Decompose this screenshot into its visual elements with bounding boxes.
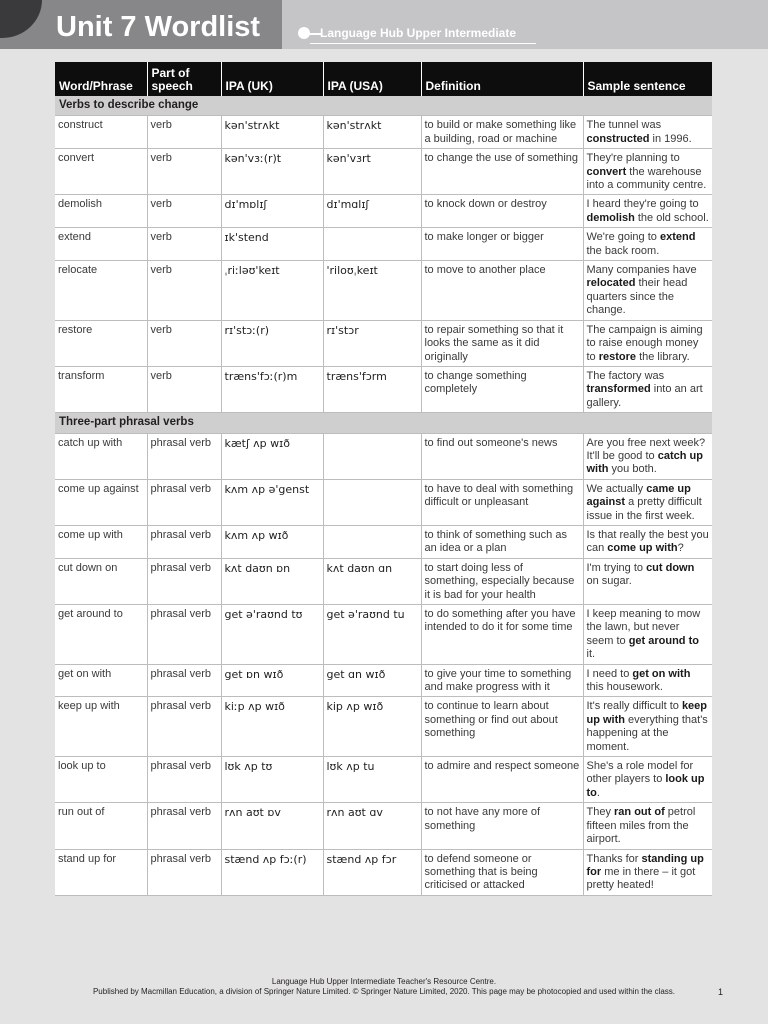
- ipa-usa-cell: kən'vɜrt: [323, 149, 421, 195]
- definition-cell: to think of something such as an idea or a plan: [421, 525, 583, 558]
- ipa-uk-cell: kʌt daʊn ɒn: [221, 558, 323, 604]
- sample-sentence-cell: [583, 757, 712, 803]
- sample-sentence-cell: [583, 697, 712, 757]
- ipa-usa-cell: stænd ʌp fɔr: [323, 849, 421, 895]
- brand-label: Language Hub Upper Intermediate: [320, 26, 517, 40]
- ipa-uk-cell: ˌriːləʊ'keɪt: [221, 261, 323, 321]
- word-cell: catch up with: [55, 433, 147, 479]
- sample-text: into an art gallery.: [586, 383, 703, 409]
- sample-sentence-cell: [583, 320, 712, 366]
- definition-cell: to admire and respect someone: [421, 757, 583, 803]
- ipa-uk-cell: get ə'raʊnd tʊ: [221, 605, 323, 665]
- definition-cell: to not have any more of something: [421, 803, 583, 849]
- sample-text: their head quarters since the change.: [586, 277, 688, 317]
- section-heading: Verbs to describe change: [55, 96, 712, 116]
- word-cell: convert: [55, 149, 147, 195]
- sample-highlight: relocated: [586, 277, 636, 290]
- sample-text: They: [586, 806, 615, 819]
- sample-sentence-cell: [583, 558, 712, 604]
- title-block: [0, 0, 282, 49]
- sample-highlight: extend: [659, 231, 696, 244]
- sample-sentence-cell: [583, 605, 712, 665]
- word-cell: extend: [55, 228, 147, 261]
- sample-text: They're planning to: [586, 152, 680, 165]
- sample-text: We're going to: [586, 231, 660, 244]
- definition-cell: to change something completely: [421, 366, 583, 412]
- section-heading: Three-part phrasal verbs: [55, 413, 712, 433]
- column-header-sample: Sample sentence: [583, 62, 712, 96]
- ipa-usa-cell: kən'strʌkt: [323, 116, 421, 149]
- wordlist-table: [55, 62, 712, 896]
- definition-cell: to continue to learn about something or find out about something: [421, 697, 583, 757]
- column-header-definition: Definition: [421, 62, 583, 96]
- word-cell: come up against: [55, 479, 147, 525]
- sample-sentence-cell: [583, 664, 712, 697]
- word-cell: get around to: [55, 605, 147, 665]
- word-cell: relocate: [55, 261, 147, 321]
- ipa-uk-cell: kʌm ʌp ə'genst: [221, 479, 323, 525]
- sample-text: She's a role model for other players to: [586, 760, 694, 786]
- sample-sentence-cell: [583, 525, 712, 558]
- sample-text: it.: [586, 648, 596, 661]
- sample-text: the old school.: [634, 211, 709, 224]
- table-row: [55, 149, 712, 195]
- sample-text: The tunnel was: [586, 119, 662, 132]
- ipa-uk-cell: kʌm ʌp wɪð: [221, 525, 323, 558]
- sample-text: the back room.: [586, 244, 660, 257]
- pos-cell: phrasal verb: [147, 479, 221, 525]
- pos-cell: verb: [147, 320, 221, 366]
- pos-cell: phrasal verb: [147, 803, 221, 849]
- pos-cell: phrasal verb: [147, 558, 221, 604]
- sample-text: in 1996.: [649, 132, 692, 145]
- ipa-usa-cell: get ə'raʊnd tu: [323, 605, 421, 665]
- pos-cell: phrasal verb: [147, 525, 221, 558]
- table-row: [55, 261, 712, 321]
- pos-cell: verb: [147, 228, 221, 261]
- sample-highlight: catch up with: [586, 449, 703, 476]
- sample-text: Many companies have: [586, 264, 697, 277]
- sample-text: me in there – it got pretty heated!: [586, 865, 696, 892]
- sample-text: I heard they're going to: [586, 198, 699, 211]
- ipa-uk-cell: kən'vɜː(r)t: [221, 149, 323, 195]
- definition-cell: to make longer or bigger: [421, 228, 583, 261]
- sample-text: The factory was: [586, 369, 665, 382]
- table-row: [55, 366, 712, 412]
- word-cell: construct: [55, 116, 147, 149]
- sample-sentence-cell: [583, 433, 712, 479]
- sample-highlight: constructed: [586, 132, 650, 145]
- table-row: [55, 803, 712, 849]
- sample-text: ?: [677, 542, 684, 555]
- definition-cell: to give your time to something and make progress with it: [421, 664, 583, 697]
- ipa-uk-cell: get ɒn wɪð: [221, 664, 323, 697]
- title-circle-decoration: [0, 0, 42, 38]
- table-row: [55, 525, 712, 558]
- ipa-usa-cell: [323, 228, 421, 261]
- sample-highlight: look up to: [586, 773, 705, 799]
- sample-highlight: demolish: [586, 211, 635, 224]
- ipa-uk-cell: lʊk ʌp tʊ: [221, 757, 323, 803]
- sample-text: this housework.: [586, 681, 663, 694]
- pos-cell: phrasal verb: [147, 697, 221, 757]
- definition-cell: to do something after you have intended to do it for some time: [421, 605, 583, 665]
- ipa-usa-cell: træns'fɔrm: [323, 366, 421, 412]
- sample-sentence-cell: [583, 261, 712, 321]
- definition-cell: to have to deal with something difficult or unpleasant: [421, 479, 583, 525]
- column-header-pos: Part of speech: [147, 62, 221, 96]
- sample-text: Is that really the best you can: [586, 528, 709, 555]
- sample-text: I need to: [586, 667, 633, 680]
- column-header-ipa-uk: IPA (UK): [221, 62, 323, 96]
- ipa-uk-cell: stænd ʌp fɔː(r): [221, 849, 323, 895]
- section-heading-row: [55, 413, 712, 433]
- table-header-row: [55, 62, 712, 96]
- ipa-usa-cell: dɪ'mɑlɪʃ: [323, 195, 421, 228]
- ipa-usa-cell: [323, 479, 421, 525]
- word-cell: get on with: [55, 664, 147, 697]
- pos-cell: phrasal verb: [147, 849, 221, 895]
- definition-cell: to find out someone's news: [421, 433, 583, 479]
- pos-cell: verb: [147, 116, 221, 149]
- pos-cell: phrasal verb: [147, 605, 221, 665]
- sample-highlight: cut down: [646, 561, 695, 574]
- pos-cell: verb: [147, 195, 221, 228]
- ipa-usa-cell: lʊk ʌp tu: [323, 757, 421, 803]
- ipa-uk-cell: kən'strʌkt: [221, 116, 323, 149]
- sample-highlight: get on with: [632, 667, 691, 680]
- table-row: [55, 697, 712, 757]
- table-row: [55, 664, 712, 697]
- sample-sentence-cell: [583, 479, 712, 525]
- ipa-usa-cell: 'riloʊˌkeɪt: [323, 261, 421, 321]
- sample-sentence-cell: [583, 849, 712, 895]
- word-cell: stand up for: [55, 849, 147, 895]
- sample-sentence-cell: [583, 195, 712, 228]
- sample-sentence-cell: [583, 366, 712, 412]
- sample-highlight: standing up for: [586, 852, 704, 878]
- definition-cell: to repair something so that it looks the same as it did originally: [421, 320, 583, 366]
- ipa-usa-cell: rʌn aʊt ɑv: [323, 803, 421, 849]
- sample-text: Are you free next week? It'll be good to: [586, 436, 706, 462]
- ipa-uk-cell: rɪ'stɔː(r): [221, 320, 323, 366]
- sample-highlight: came up against: [586, 482, 691, 509]
- word-cell: demolish: [55, 195, 147, 228]
- definition-cell: to move to another place: [421, 261, 583, 321]
- sample-text: I'm trying to: [586, 561, 647, 574]
- pos-cell: phrasal verb: [147, 757, 221, 803]
- ipa-uk-cell: dɪ'mɒlɪʃ: [221, 195, 323, 228]
- sample-text: on sugar.: [586, 575, 632, 588]
- page-number: 1: [718, 987, 724, 997]
- table-row: [55, 757, 712, 803]
- table-row: [55, 320, 712, 366]
- sample-sentence-cell: [583, 149, 712, 195]
- sample-highlight: keep up with: [586, 700, 708, 726]
- word-cell: keep up with: [55, 697, 147, 757]
- sample-text: everything that's happening at the moment.: [586, 713, 708, 753]
- sample-text: a pretty difficult issue in the first week.: [586, 496, 702, 522]
- pos-cell: verb: [147, 366, 221, 412]
- sample-text: It's really difficult to: [586, 700, 682, 713]
- definition-cell: to build or make something like a building, road or machine: [421, 116, 583, 149]
- ipa-usa-cell: [323, 433, 421, 479]
- table-row: [55, 849, 712, 895]
- table-row: [55, 195, 712, 228]
- sample-highlight: ran out of: [614, 806, 665, 819]
- definition-cell: to change the use of something: [421, 149, 583, 195]
- table-row: [55, 116, 712, 149]
- sample-text: you both.: [608, 463, 657, 476]
- word-cell: cut down on: [55, 558, 147, 604]
- word-cell: transform: [55, 366, 147, 412]
- table-row: [55, 558, 712, 604]
- footer-line-1: Language Hub Upper Intermediate Teacher's Resource Centre.: [271, 977, 497, 986]
- word-cell: restore: [55, 320, 147, 366]
- sample-text: petrol fifteen miles from the airport.: [586, 806, 696, 846]
- sample-highlight: come up with: [607, 542, 678, 555]
- ipa-usa-cell: rɪ'stɔr: [323, 320, 421, 366]
- pos-cell: verb: [147, 149, 221, 195]
- word-cell: run out of: [55, 803, 147, 849]
- sample-text: We actually: [586, 482, 647, 495]
- ipa-uk-cell: rʌn aʊt ɒv: [221, 803, 323, 849]
- sample-sentence-cell: [583, 116, 712, 149]
- ipa-uk-cell: træns'fɔː(r)m: [221, 366, 323, 412]
- definition-cell: to start doing less of something, especially because it is bad for your health: [421, 558, 583, 604]
- word-cell: look up to: [55, 757, 147, 803]
- pos-cell: verb: [147, 261, 221, 321]
- ipa-uk-cell: ɪk'stend: [221, 228, 323, 261]
- ipa-usa-cell: kip ʌp wɪð: [323, 697, 421, 757]
- sample-text: .: [596, 786, 600, 799]
- pos-cell: phrasal verb: [147, 664, 221, 697]
- ipa-usa-cell: get ɑn wɪð: [323, 664, 421, 697]
- sample-text: I keep meaning to mow the lawn, but never seem to: [586, 608, 701, 647]
- ipa-usa-cell: [323, 525, 421, 558]
- table-row: [55, 479, 712, 525]
- table-row: [55, 605, 712, 665]
- sample-highlight: get around to: [628, 634, 699, 647]
- definition-cell: to defend someone or something that is being criticised or attacked: [421, 849, 583, 895]
- sample-highlight: convert: [586, 165, 627, 178]
- sample-highlight: restore: [598, 350, 637, 363]
- footer-line-2: Published by Macmillan Education, a division of Springer Nature Limited. © Springer Nature Limited, 2020. This page may be photocopied and used within the class.: [92, 987, 676, 996]
- table-row: [55, 433, 712, 479]
- footer: [0, 977, 768, 997]
- table-body: [55, 96, 712, 895]
- sample-text: The campaign is aiming to raise enough money to: [586, 323, 703, 363]
- sample-text: the warehouse into a community centre.: [586, 165, 707, 192]
- ipa-usa-cell: kʌt daʊn ɑn: [323, 558, 421, 604]
- page-title: Unit 7 Wordlist: [56, 11, 261, 43]
- sample-text: the library.: [636, 350, 690, 363]
- definition-cell: to knock down or destroy: [421, 195, 583, 228]
- sample-sentence-cell: [583, 803, 712, 849]
- word-cell: come up with: [55, 525, 147, 558]
- column-header-ipa-usa: IPA (USA): [323, 62, 421, 96]
- section-heading-row: [55, 96, 712, 116]
- table-row: [55, 228, 712, 261]
- brand: [298, 25, 536, 45]
- ipa-uk-cell: kiːp ʌp wɪð: [221, 697, 323, 757]
- column-header-word: Word/Phrase: [55, 62, 147, 96]
- ipa-uk-cell: kætʃ ʌp wɪð: [221, 433, 323, 479]
- sample-highlight: transformed: [586, 383, 651, 396]
- sample-text: Thanks for: [586, 852, 642, 865]
- pos-cell: phrasal verb: [147, 433, 221, 479]
- sample-sentence-cell: [583, 228, 712, 261]
- brand-underline: [310, 43, 536, 44]
